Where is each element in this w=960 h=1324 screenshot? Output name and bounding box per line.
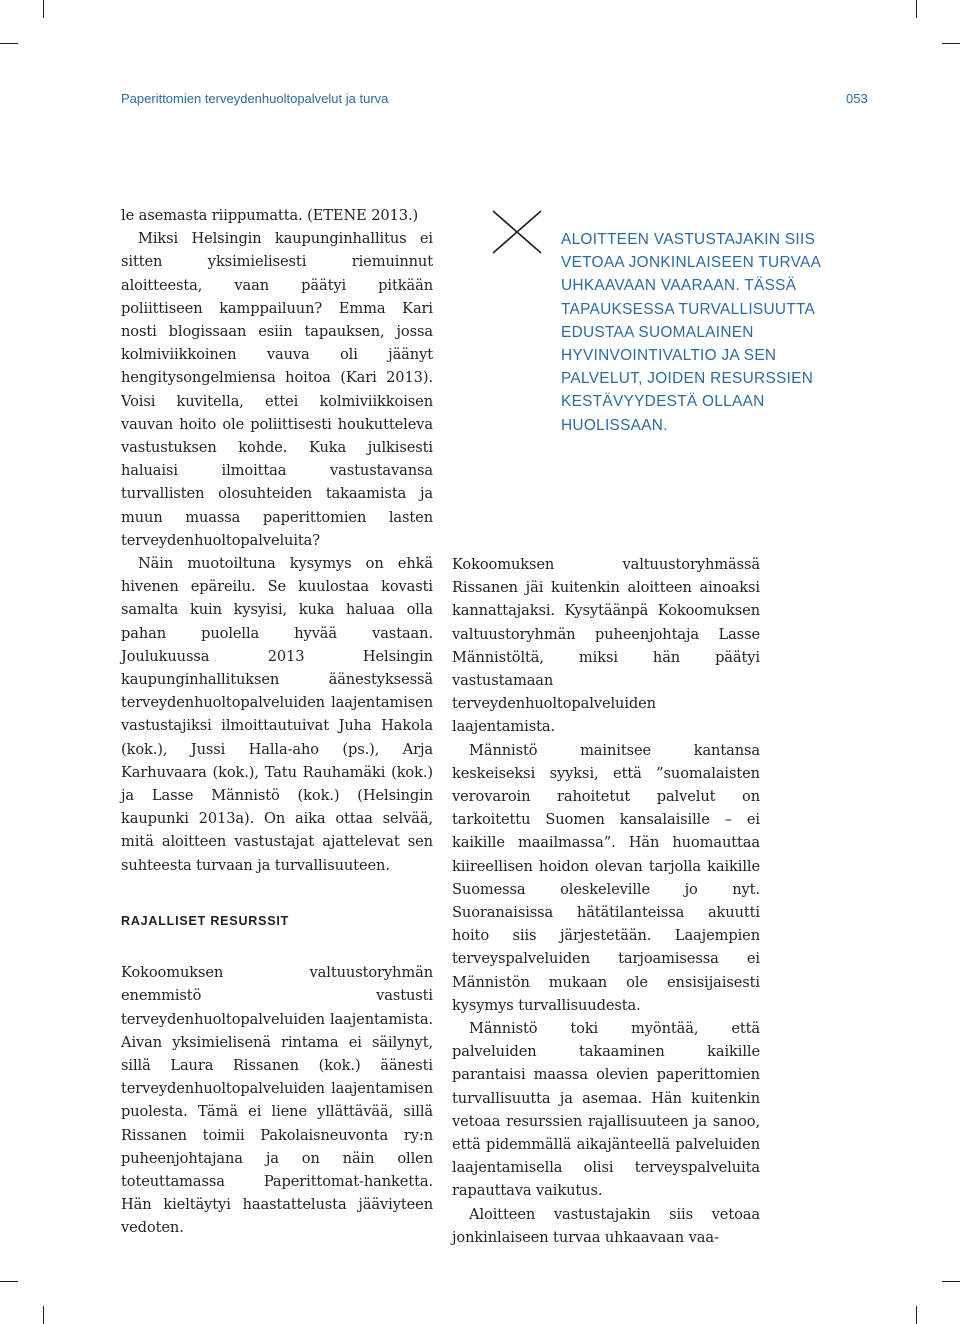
body-paragraph: Kokoomuksen valtuustoryhmän enemmistö vastusti terveydenhuoltopalveluiden laajentamista. Aivan yksimielisenä rintama ei säilynyt, sillä Laura Rissanen (kok.) äänesti terveydenhuoltopalveluiden laajentamisen puolesta. Tämä ei liene yllättävää, sillä Rissanen toimii Pakolaisneuvonta ry:n puheenjohtajana ja on näin ollen toteuttamassa Paperittomat-hanketta. Hän kieltäytyi haastattelusta jääviyteen vedoten. (121, 964, 433, 1237)
crop-mark-bottom-right-h (942, 1281, 960, 1282)
page-number: 053 (846, 91, 868, 106)
body-paragraph: Kokoomuksen valtuustoryhmässä Rissanen jäi kuitenkin aloitteen ainoaksi kannattajaksi. Kysytäänpä Kokoomuksen valtuustoryhmän puheenjohtaja Lasse Männistöltä, miksi hän päätyi vastustamaan terveydenhuoltopalveluiden laajentamista. (452, 556, 760, 736)
body-paragraph: Männistö mainitsee kantansa keskeiseksi syyksi, että ”suomalaisten verovaroin rahoitetut palvelut on tarkoitettu Suomen kansalaisille – ei kaikille maailmassa”. Hän huomauttaa kiireellisen hoidon olevan tarjolla kaikille Suomessa oleskeleville jo nyt. Suoranaisissa hätätilanteissa akuutti hoito siis järjestetään. Laajempien terveyspalveluiden tarjoamisessa ei Männistön mukaan ole ensisijaisesti kysymys turvallisuudesta. (452, 741, 760, 1014)
crop-mark-bottom-left-h (0, 1281, 18, 1282)
running-header-title: Paperittomien terveydenhuoltopalvelut ja turva (121, 91, 389, 106)
crop-mark-top-right-h (942, 43, 960, 44)
left-text-column (121, 204, 433, 1240)
right-text-column (452, 553, 760, 1249)
crop-mark-top-left-h (0, 43, 18, 44)
crop-mark-bottom-right (916, 1306, 917, 1324)
body-paragraph: Aloitteen vastustajakin siis vetoaa jonkinlaiseen turvaa uhkaavaan vaa- (452, 1205, 760, 1246)
body-paragraph: le asemasta riippumatta. (ETENE 2013.) (121, 207, 419, 224)
section-subheading: RAJALLISET RESURSSIT (121, 913, 290, 928)
cross-mark-icon (491, 210, 543, 254)
crop-mark-bottom-left (43, 1306, 44, 1324)
body-paragraph: Näin muotoiltuna kysymys on ehkä hivenen epäreilu. Se kuulostaa kovasti samalta kuin kysyisi, kuka haluaa olla pahan puolella hyvää vastaan. Joulukuussa 2013 Helsingin kaupunginhallituksen äänestyksessä terveydenhuoltopalveluiden laajentamisen vastustajiksi ilmoittautuivat Juha Hakola (kok.), Jussi Halla-aho (ps.), Arja Karhuvaara (kok.), Tatu Rauhamäki (kok.) ja Lasse Männistö (kok.) (Helsingin kaupunki 2013a). On aika ottaa selvää, mitä aloitteen vastustajat ajattelevat sen suhteesta turvaan ja turvallisuuteen. (121, 555, 433, 874)
pull-quote: ALOITTEEN VASTUSTAJAKIN SIIS VETOAA JONKINLAISEEN TURVAA UHKAAVAAN VAARAAN. TÄSSÄ TAPAUKSESSA TURVALLISUUTTA EDUSTAA SUOMALAINEN HYVINVOINTIVALTIO JA SEN PALVELUT, JOIDEN RESURSSIEN KESTÄVYYDESTÄ OLLAAN HUOLISSAAN. (561, 231, 821, 434)
crop-mark-top-right (916, 0, 917, 18)
body-paragraph: Männistö toki myöntää, että palveluiden takaaminen kaikille parantaisi maassa olevien paperittomien turvallisuutta ja asemaa. Hän kuitenkin vetoaa resurssien rajallisuuteen ja sanoo, että pidemmällä aikajänteellä palveluiden laajentamisella olisi terveyspalveluita rapauttava vaikutus. (452, 1020, 760, 1200)
crop-mark-top-left (43, 0, 44, 18)
body-paragraph: Miksi Helsingin kaupunginhallitus ei sitten yksimielisesti riemuinnut aloitteesta, vaan päätyi pitkään poliittiseen kamppailuun? Emma Kari nosti blogissaan esiin tapauksen, jossa kolmiviikkoinen vauva oli jäänyt hengitysongelmiensa hoitoa (Kari 2013). Voisi kuvitella, ettei kolmiviikkoisen vauvan hoito ole poliittisesti houkutteleva vastustuksen kohde. Kuka julkisesti haluaisi ilmoittaa vastustavansa turvallisten olosuhteiden takaamista ja muun muassa paperittomien lasten terveydenhuoltopalveluita? (121, 230, 433, 549)
